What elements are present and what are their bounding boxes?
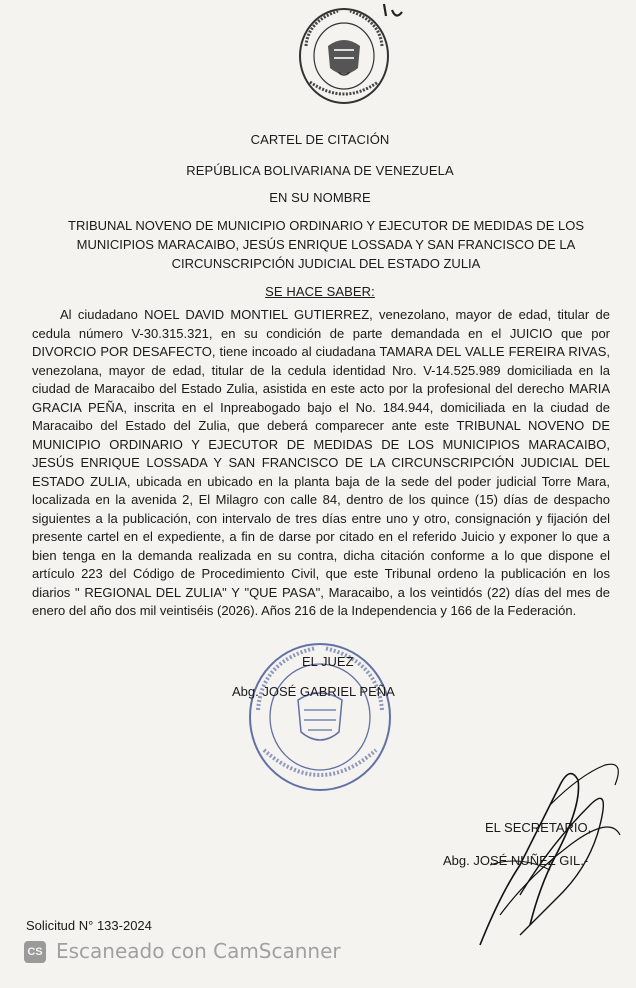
- court-seal-icon: [298, 6, 390, 106]
- secretary-title: EL SECRETARIO,: [485, 820, 592, 835]
- handwritten-signature: [460, 745, 635, 955]
- scanner-watermark: Escaneado con CamScanner: [56, 939, 341, 963]
- court-line-3: CIRCUNSCRIPCIÓN JUDICIAL DEL ESTADO ZULIA: [171, 256, 481, 271]
- secretary-name: Abg. JOSÉ NÚÑEZ GIL.-: [443, 853, 589, 868]
- court-line-1: TRIBUNAL NOVENO DE MUNICIPIO ORDINARIO Y EJECUTOR DE MEDIDAS DE LOS: [68, 218, 584, 233]
- court-heading: [40, 216, 612, 273]
- republic-line: REPÚBLICA BOLIVARIANA DE VENEZUELA: [186, 163, 454, 178]
- notice-heading: SE HACE SABER:: [265, 284, 375, 299]
- request-number: Solicitud N° 133-2024: [26, 918, 152, 933]
- judge-title: EL JUEZ: [302, 654, 354, 669]
- court-line-2: MUNICIPIOS MARACAIBO, JESÚS ENRIQUE LOSSADA Y SAN FRANCISCO DE LA: [76, 237, 576, 252]
- judge-name: Abg. JOSÉ GABRIEL PEÑA: [232, 684, 395, 699]
- citation-body: Al ciudadano NOEL DAVID MONTIEL GUTIERREZ, venezolano, mayor de edad, titular de cedula número V-30.315.321, en su condición de parte demandada en el JUICIO que por DIVORCIO POR DESAFECTO, tiene incoado al ciudadana TAMARA DEL VALLE FEREIRA RIVAS, venezolana, mayor de edad, titular de la cedula identidad Nro. V-14.525.989 domiciliada en la ciudad de Maracaibo del Estado Zulia, asistida en este acto por la profesional del derecho MARIA GRACIA PEÑA, inscrita en el Inpreabogado bajo el No. 184.944, domiciliada en la ciudad de Maracaibo del Estado del Zulia, que deberá comparecer ante este TRIBUNAL NOVENO DE MUNICIPIO ORDINARIO Y EJECUTOR DE MEDIDAS DE LOS MUNICIPIOS MARACAIBO, JESÚS ENRIQUE LOSSADA Y SAN FRANCISCO DE LA CIRCUNSCRIPCIÓN JUDICIAL DEL ESTADO ZULIA, ubicada en ubicado en la planta baja de la sede del poder judicial Torre Mara, localizada en la avenida 2, El Milagro con calle 84, dentro de los quince (15) días de despacho siguientes a la publicación, con intervalo de tres días entre uno y otro, consignación y fijación del presente cartel en el expediente, a fin de darse por citado en el referido Juicio y exponer lo que a bien tenga en la demanda realizada en su contra, dicha citación conforme a lo que dispone el artículo 223 del Código de Procedimiento Civil, que este Tribunal ordeno la publicación en los diarios " REGIONAL DEL ZULIA" Y "QUE PASA", Maracaibo, a los veintidós (22) días del mes de enero del año dos mil veintiséis (2026). Años 216 de la Independencia y 166 de la Federación.: [32, 307, 610, 618]
- camscanner-icon: CS: [24, 941, 46, 963]
- in-name-line: EN SU NOMBRE: [269, 190, 371, 205]
- document-title: CARTEL DE CITACIÓN: [250, 132, 390, 147]
